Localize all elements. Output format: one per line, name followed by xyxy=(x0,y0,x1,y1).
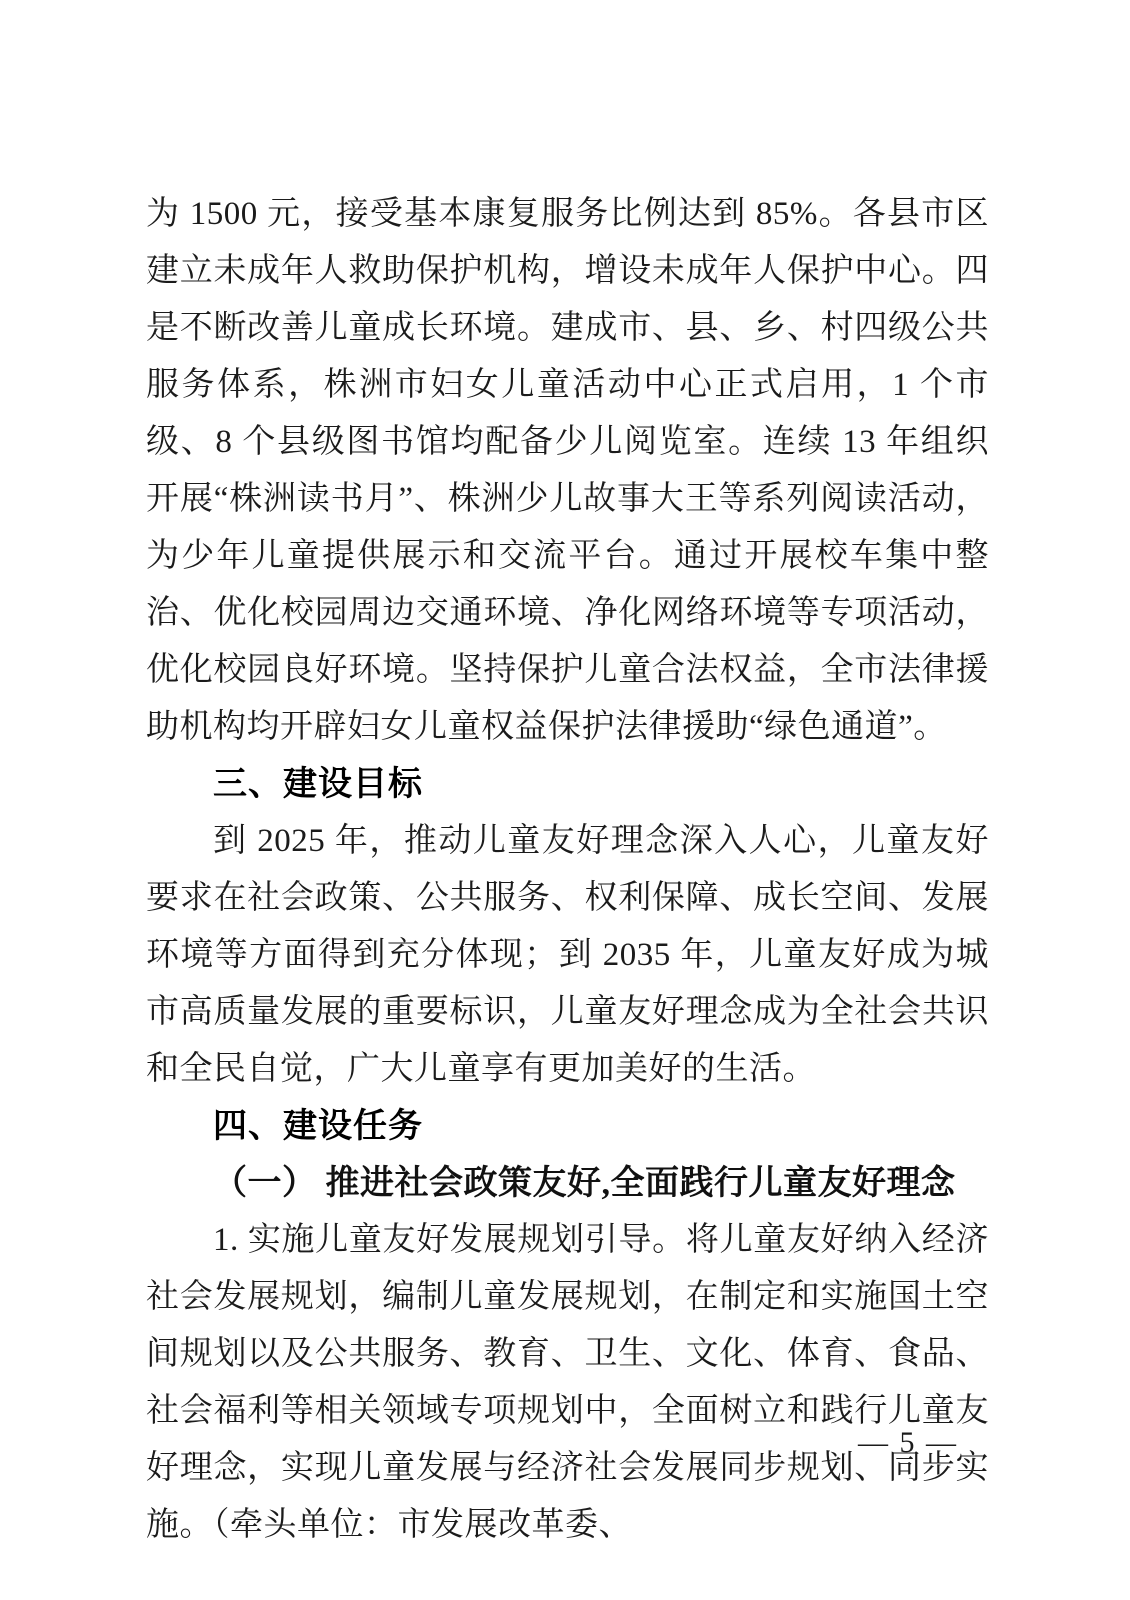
body-paragraph-goals: 到 2025 年，推动儿童友好理念深入人心，儿童友好要求在社会政策、公共服务、权利保障、成长空间、发展环境等方面得到充分体现；到 2035 年，儿童友好成为城市高质量发展的重要标识，儿童友好理念成为全社会共识和全民自觉，广大儿童享有更加美好的生活。 xyxy=(146,823,989,1087)
page-number: — 5 — xyxy=(858,1426,958,1459)
subsection-heading-1-social-policy: （一） 推进社会政策友好,全面践行儿童友好理念 xyxy=(213,1165,956,1202)
section-heading-3-construction-goals: 三、建设目标 xyxy=(213,765,423,803)
document-text-column xyxy=(146,186,989,1554)
section-heading-4-construction-tasks: 四、建设任务 xyxy=(213,1107,423,1145)
body-paragraph-continuation: 为 1500 元，接受基本康复服务比例达到 85%。各县市区建立未成年人救助保护机构，增设未成年人保护中心。四是不断改善儿童成长环境。建成市、县、乡、村四级公共服务体系，株洲市妇女儿童活动中心正式启用，1 个市级、8 个县级图书馆均配备少儿阅览室。连续 13 年组织开展“株洲读书月”、株洲少儿故事大王等系列阅读活动，为少年儿童提供展示和交流平台。通过开展校车集中整治、优化校园周边交通环境、净化网络环境等专项活动，优化校园良好环境。坚持保护儿童合法权益，全市法律援助机构均开辟妇女儿童权益保护法律援助“绿色通道”。 xyxy=(146,196,989,745)
body-paragraph-task-1: 1. 实施儿童友好发展规划引导。将儿童友好纳入经济社会发展规划，编制儿童发展规划，在制定和实施国土空间规划以及公共服务、教育、卫生、文化、体育、食品、社会福利等相关领域专项规划中，全面树立和践行儿童友好理念，实现儿童发展与经济社会发展同步规划、同步实施。（牵头单位：市发展改革委、 xyxy=(146,1222,989,1543)
